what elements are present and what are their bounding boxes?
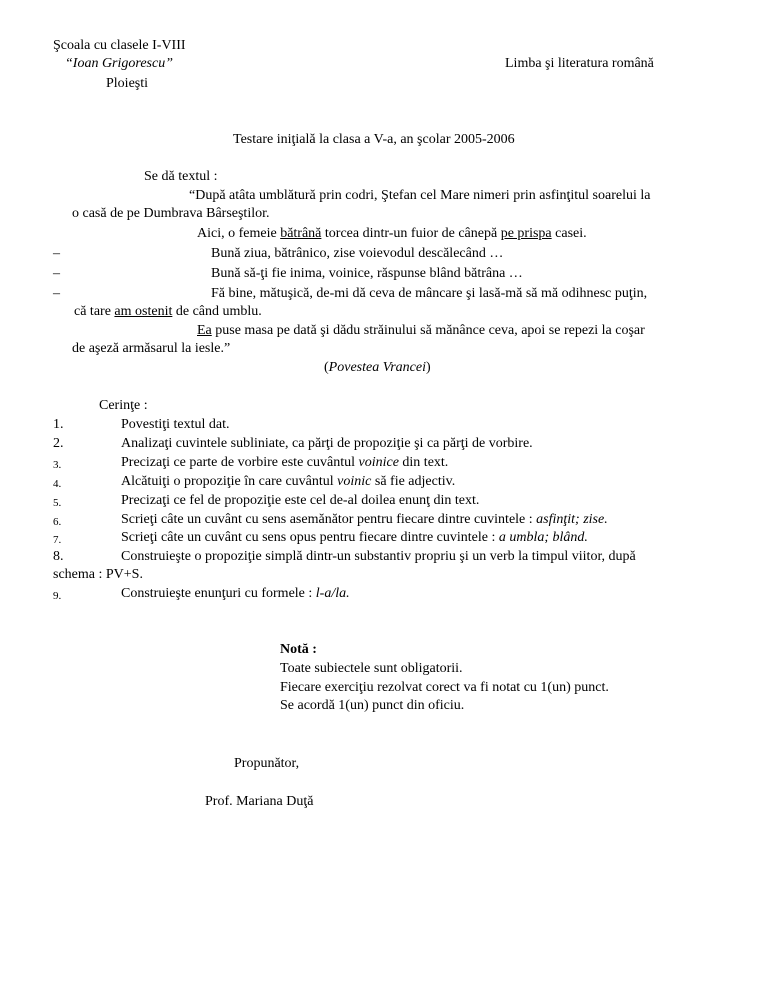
source-open: (	[324, 360, 329, 375]
dialogue-dash: –	[53, 246, 60, 261]
underlined-word-ea: Ea	[197, 323, 212, 338]
school-name: “Ioan Grigorescu”	[65, 56, 173, 71]
req-9-em: l-a/la.	[315, 586, 350, 601]
subject-label: Limba şi literatura română	[505, 56, 654, 71]
req-3-em: voinice	[358, 455, 399, 470]
req-3-b: din text.	[398, 455, 449, 470]
req-6-a: Scrieţi câte un cuvânt cu sens asemănător pentru fiecare dintre cuvintele :	[121, 512, 537, 527]
underlined-word-pe-prispa: pe prispa	[500, 226, 552, 241]
req-item-6	[121, 511, 608, 529]
req-7-a: Scrieţi câte un cuvânt cu sens opus pentru fiecare dintre cuvintele :	[121, 530, 499, 545]
underlined-word-batrana: bătrână	[280, 226, 322, 241]
req-item-8-line2: schema : PV+S.	[53, 567, 143, 582]
dialogue-3b-b: de când umblu.	[172, 304, 262, 319]
req-4-b: să fie adjectiv.	[371, 474, 456, 489]
text-p2	[197, 225, 587, 243]
req-number: 7.	[53, 534, 62, 546]
requirements-label: Cerinţe :	[99, 398, 148, 413]
req-item-7	[121, 529, 588, 547]
req-number: 4.	[53, 478, 62, 490]
text-p4-line1	[197, 322, 645, 340]
dialogue-line-1: Bună ziua, bătrânico, zise voievodul descălecând …	[211, 246, 504, 261]
text-source	[324, 359, 431, 377]
text-p1-line2: o casă de pe Dumbrava Bârseştilor.	[72, 206, 270, 221]
proposer-label: Propunător,	[234, 756, 300, 771]
req-item-5: Precizaţi ce fel de propoziţie este cel de-al doilea enunţ din text.	[121, 493, 480, 508]
req-number: 9.	[53, 590, 62, 602]
req-item-2: Analizaţi cuvintele subliniate, ca părţi de propoziţie şi ca părţi de vorbire.	[121, 436, 533, 451]
req-6-em: asfinţit; zise.	[536, 512, 608, 527]
proposer-name: Prof. Mariana Duţă	[205, 794, 314, 809]
req-7-em: a umbla; blând.	[498, 530, 588, 545]
page-title: Testare iniţială la clasa a V-a, an şcolar 2005-2006	[233, 132, 515, 147]
underlined-word-am-ostenit: am ostenit	[114, 304, 173, 319]
req-4-a: Alcătuiţi o propoziţie în care cuvântul	[121, 474, 338, 489]
text-p4-line2: de aşeză armăsarul la iesle.”	[72, 341, 231, 356]
text-p2-a: Aici, o femeie	[197, 226, 281, 241]
note-line-3: Se acordă 1(un) punct din oficiu.	[280, 698, 465, 713]
req-number: 6.	[53, 516, 62, 528]
req-item-9	[121, 585, 350, 603]
req-number: 8.	[53, 549, 64, 564]
req-number: 2.	[53, 436, 64, 451]
req-number: 1.	[53, 417, 64, 432]
req-item-1: Povestiţi textul dat.	[121, 417, 230, 432]
dialogue-dash: –	[53, 266, 60, 281]
req-3-a: Precizaţi ce parte de vorbire este cuvântul	[121, 455, 359, 470]
dialogue-dash: –	[53, 286, 60, 301]
text-p1-line1: “După atâta umblătură prin codri, Ştefan cel Mare nimeri prin asfinţitul soarelui la	[189, 188, 651, 203]
dialogue-line-3b	[74, 303, 262, 321]
note-line-2: Fiecare exerciţiu rezolvat corect va fi notat cu 1(un) punct.	[280, 680, 609, 695]
req-item-4	[121, 473, 455, 491]
source-close: )	[425, 360, 431, 375]
note-line-1: Toate subiectele sunt obligatorii.	[280, 661, 463, 676]
req-9-a: Construieşte enunţuri cu formele :	[121, 586, 316, 601]
text-p2-b: torcea dintr-un fuior de cânepă	[321, 226, 501, 241]
text-intro: Se dă textul :	[144, 169, 218, 184]
note-label: Notă :	[280, 642, 317, 657]
text-p4-rest: puse masa pe dată şi dădu străinului să mănânce ceva, apoi se repezi la coşar	[211, 323, 645, 338]
school-label: Şcoala cu clasele I-VIII	[53, 38, 186, 53]
source-title: Povestea Vrancei	[328, 360, 426, 375]
dialogue-3b-a: că tare	[74, 304, 115, 319]
req-item-8-line1: Construieşte o propoziţie simplă dintr-un substantiv propriu şi un verb la timpul viitor, după	[121, 549, 636, 564]
req-number: 3.	[53, 459, 62, 471]
req-number: 5.	[53, 497, 62, 509]
text-p2-c: casei.	[551, 226, 587, 241]
req-item-3	[121, 454, 448, 472]
req-4-em: voinic	[337, 474, 372, 489]
dialogue-line-2: Bună să-ţi fie inima, voinice, răspunse blând bătrâna …	[211, 266, 523, 281]
dialogue-line-3a: Fă bine, mătuşică, de-mi dă ceva de mâncare şi lasă-mă să mă odihnesc puţin,	[211, 286, 648, 301]
city-label: Ploieşti	[106, 76, 149, 91]
